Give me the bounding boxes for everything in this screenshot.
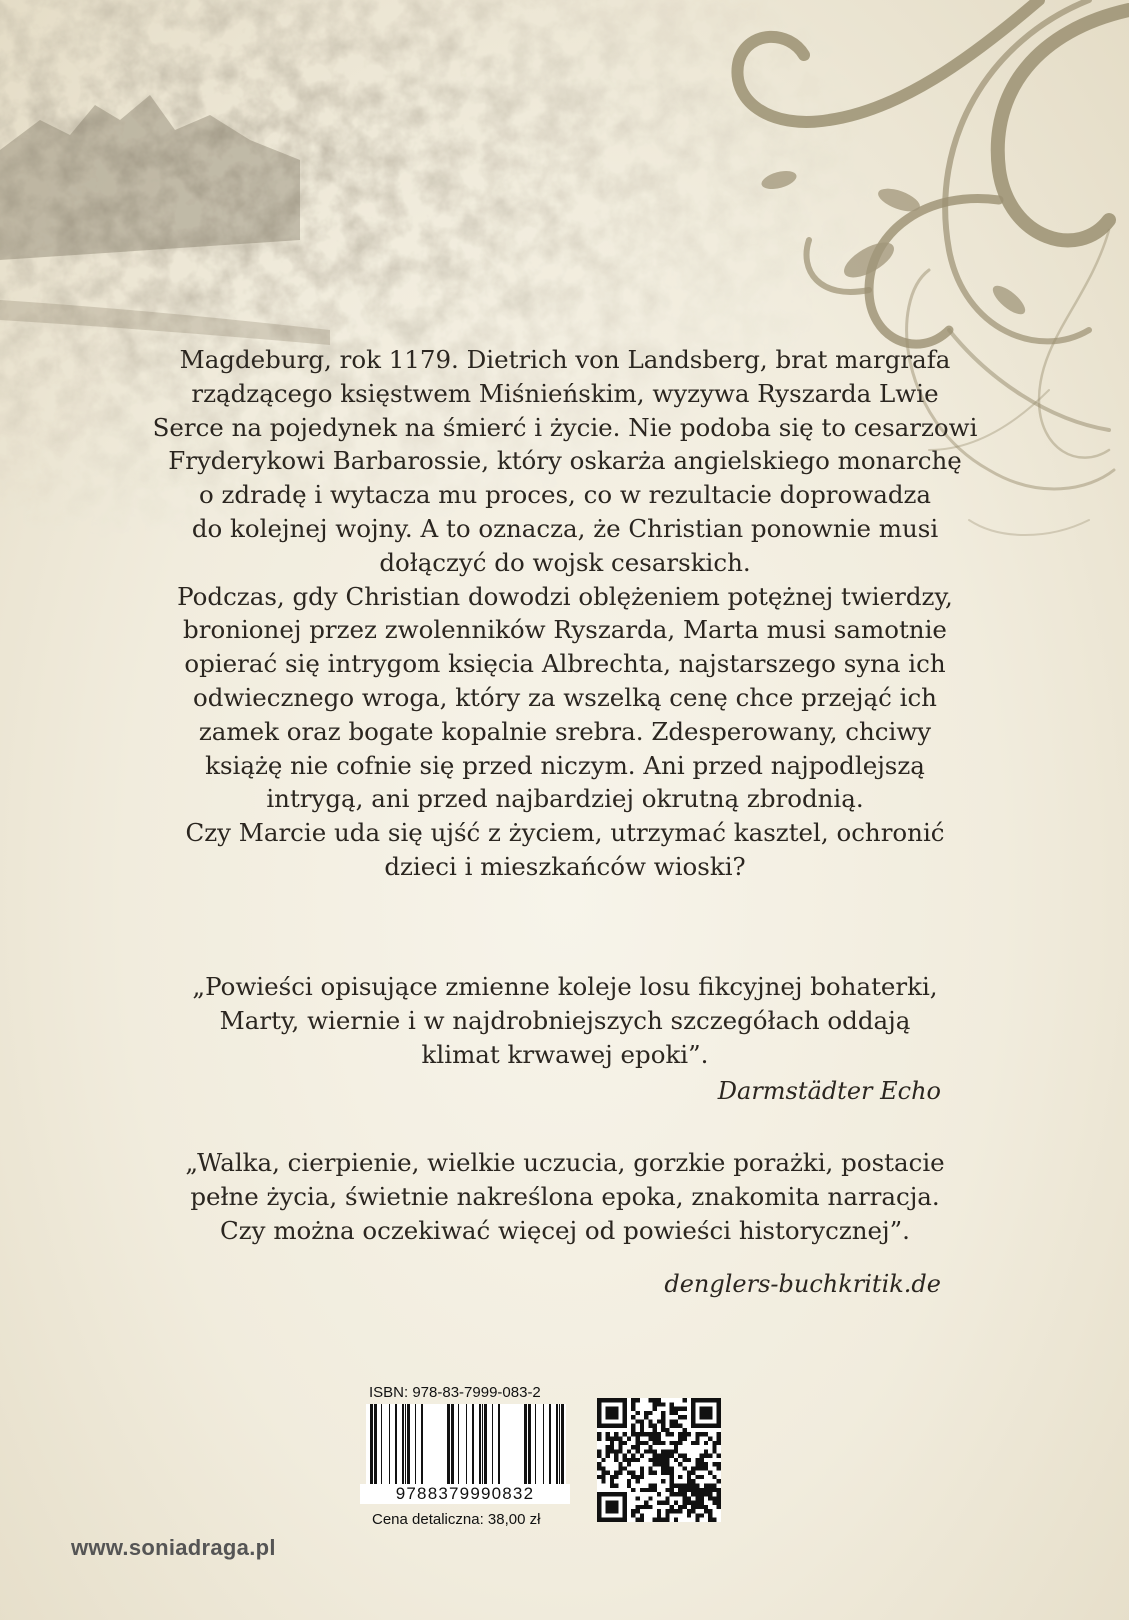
description-line: odwiecznego wroga, który za wszelką cenę chce przejąć ich <box>193 682 937 712</box>
description-line: Podczas, gdy Christian dowodzi oblężeniem potężnej twierdzy, <box>177 581 953 611</box>
quote-line: Marty, wiernie i w najdrobniejszych szczegółach oddają <box>219 1005 911 1035</box>
description-line: Czy Marcie uda się ujść z życiem, utrzymać kasztel, ochronić <box>185 818 945 848</box>
quote-line: pełne życia, świetnie nakreślona epoka, znakomita narracja. <box>190 1181 940 1211</box>
description-line: do kolejnej wojny. A to oznacza, że Christian ponownie musi <box>191 513 939 543</box>
press-quote-denglers <box>150 1146 980 1247</box>
book-description <box>150 343 980 884</box>
description-line: Magdeburg, rok 1179. Dietrich von Landsberg, brat margrafa <box>179 345 951 374</box>
description-line: o zdradę i wytacza mu proces, co w rezultacie doprowadza <box>198 480 932 510</box>
description-line: Serce na pojedynek na śmierć i życie. Nie podoba się to cesarzowi <box>152 412 978 442</box>
publisher-website: www.soniadraga.pl <box>71 1535 276 1560</box>
description-line: książę nie cofnie się przed niczym. Ani przed najpodlejszą <box>205 750 925 780</box>
barcode-digits: 9788379990832 <box>360 1484 570 1504</box>
quote-attribution: denglers-buchkritik.de <box>664 1270 941 1298</box>
description-line: zamek oraz bogate kopalnie srebra. Zdesperowany, chciwy <box>198 716 932 746</box>
description-line: opierać się intrygom księcia Albrechta, najstarszego syna ich <box>184 649 946 679</box>
description-line: dzieci i mieszkańców wioski? <box>384 851 746 881</box>
quote-line: „Powieści opisujące zmienne koleje losu fikcyjnej bohaterki, <box>192 972 938 1001</box>
isbn-label: ISBN: 978-83-7999-083-2 <box>369 1384 541 1401</box>
description-line: intrygą, ani przed najbardziej okrutną zbrodnią. <box>266 784 864 814</box>
quote-line: Czy można oczekiwać więcej od powieści historycznej”. <box>220 1215 910 1245</box>
description-line: dołączyć do wojsk cesarskich. <box>379 547 751 577</box>
press-quote-darmstadter <box>150 970 980 1071</box>
quote-line: „Walka, cierpienie, wielkie uczucia, gorzkie porażki, postacie <box>185 1148 945 1177</box>
barcode <box>366 1404 566 1484</box>
qr-code <box>597 1398 721 1522</box>
description-line: bronionej przez zwolenników Ryszarda, Marta musi samotnie <box>183 615 947 645</box>
description-line: rządzącego księstwem Miśnieńskim, wyzywa Ryszarda Lwie <box>191 378 939 408</box>
quote-attribution: Darmstädter Echo <box>717 1077 941 1105</box>
price-label: Cena detaliczna: 38,00 zł <box>372 1511 541 1528</box>
quote-line: klimat krwawej epoki”. <box>421 1039 709 1069</box>
description-line: Fryderykowi Barbarossie, który oskarża angielskiego monarchę <box>168 446 962 476</box>
